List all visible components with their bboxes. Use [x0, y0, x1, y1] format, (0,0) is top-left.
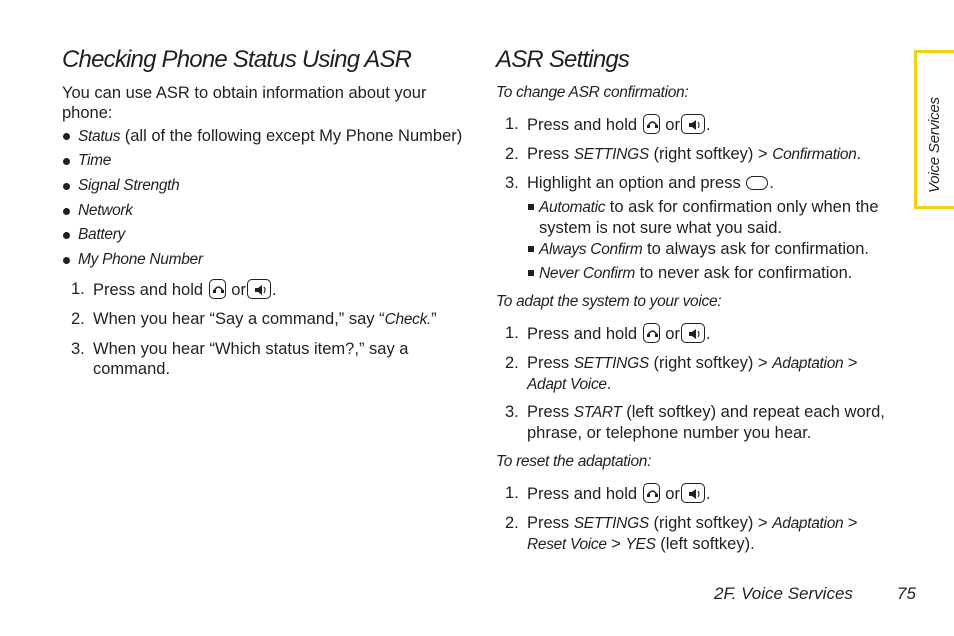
menu-ok-key-icon: [746, 176, 768, 190]
step-1: 1. Press and hold or .: [505, 324, 711, 343]
bullet-dot: [63, 232, 70, 239]
section-tab-inner: [917, 53, 954, 206]
speaker-key-icon: [247, 279, 271, 299]
bullet-item: Status (all of the following except My Phone Number): [78, 127, 462, 146]
bullet-item: Network: [78, 202, 133, 220]
step-2: 2. Press SETTINGS (right softkey) > Adaptation > Adapt Voice.: [505, 354, 858, 393]
square-bullet: [528, 270, 534, 276]
footer-section: 2F. Voice Services: [714, 584, 853, 603]
talk-key-icon: [643, 483, 660, 503]
step-2: 2. Press SETTINGS (right softkey) > Adaptation > Reset Voice > YES (left softkey).: [505, 514, 858, 553]
bullet-dot: [63, 257, 70, 264]
bullet-item: Battery: [78, 226, 125, 244]
speaker-key-icon: [681, 114, 705, 134]
right-title: ASR Settings: [496, 46, 630, 73]
bullet-dot: [63, 183, 70, 190]
bullet-item: My Phone Number: [78, 251, 203, 269]
bullet-item: Time: [78, 152, 111, 170]
step-2: 2. When you hear “Say a command,” say “Check.”: [71, 310, 437, 328]
talk-key-icon: [643, 114, 660, 134]
section-heading: To change ASR confirmation:: [496, 84, 689, 101]
speaker-key-icon: [681, 323, 705, 343]
step-3: 3. Press START (left softkey) and repeat each word, phrase, or telephone number you hear.: [505, 403, 885, 442]
speaker-key-icon: [681, 483, 705, 503]
left-title: Checking Phone Status Using ASR: [62, 46, 412, 73]
section-tab-label: Voice Services: [926, 97, 943, 193]
step-1: 1. Press and hold or .: [505, 484, 711, 503]
intro-line1: You can use ASR to obtain information about your: [62, 84, 427, 102]
step-1: 1. Press and hold or .: [71, 280, 277, 299]
section-heading: To reset the adaptation:: [496, 453, 652, 470]
bullet-dot: [63, 158, 70, 165]
intro-line2: phone:: [62, 104, 113, 122]
intro-text: [62, 83, 426, 123]
section-heading: To adapt the system to your voice:: [496, 293, 722, 310]
square-bullet: [528, 204, 534, 210]
bullet-dot: [63, 133, 70, 140]
step-3: 3. When you hear “Which status item?,” say a command.: [71, 340, 409, 378]
talk-key-icon: [643, 323, 660, 343]
option-item: Never Confirm to never ask for confirmation.: [539, 263, 852, 284]
talk-key-icon: [209, 279, 226, 299]
bullet-item: Signal Strength: [78, 177, 180, 195]
step-1: 1. Press and hold or .: [505, 115, 711, 134]
bullet-dot: [63, 208, 70, 215]
option-item: Always Confirm to always ask for confirmation.: [539, 239, 869, 260]
option-item: Automatic to ask for confirmation only when the system is not sure what you said.: [539, 197, 889, 238]
section-tab: [914, 50, 954, 209]
page-number: 75: [897, 584, 916, 603]
step-3: 3. Highlight an option and press .: [505, 174, 774, 192]
step-2: 2. Press SETTINGS (right softkey) > Confirmation.: [505, 145, 862, 163]
square-bullet: [528, 246, 534, 252]
